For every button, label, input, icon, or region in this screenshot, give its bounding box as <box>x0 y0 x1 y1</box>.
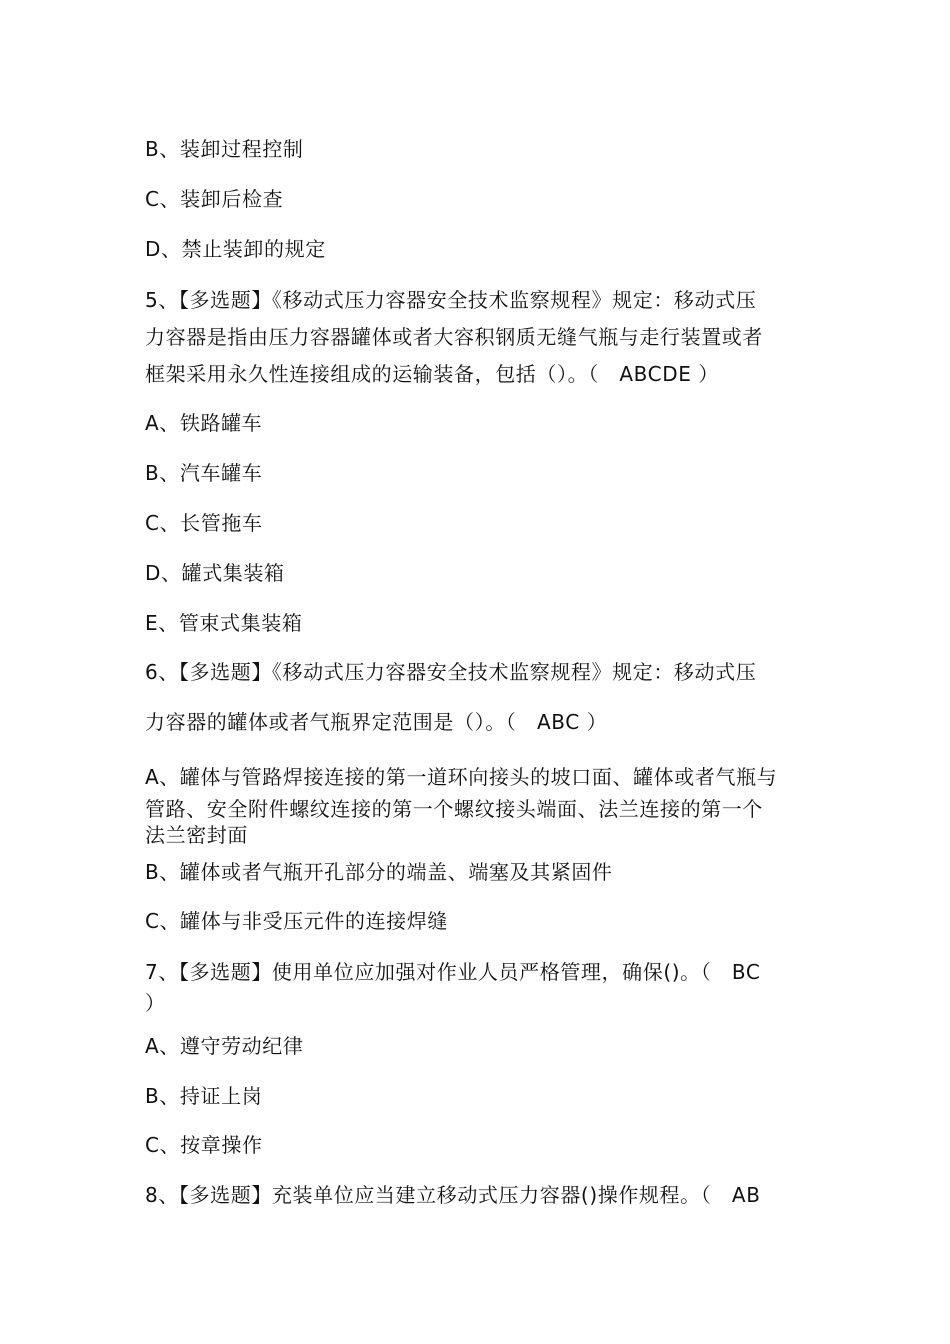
question-5-line-2: 力容器是指由压力容器罐体或者大容积钢质无缝气瓶与走行装置或者 <box>145 325 763 349</box>
q5-option-d: D、罐式集装箱 <box>145 561 285 585</box>
q5-option-a: A、铁路罐车 <box>145 411 263 435</box>
question-7-line-2: ） <box>145 991 166 1015</box>
q7-option-a: A、遵守劳动纪律 <box>145 1034 304 1058</box>
question-7 <box>145 957 810 1019</box>
option-d-unloading-prohibition: D、禁止装卸的规定 <box>145 237 326 261</box>
q5-option-b: B、汽车罐车 <box>145 461 263 485</box>
q7-option-c: C、按章操作 <box>145 1133 263 1157</box>
q6-option-a <box>145 759 810 848</box>
question-7-line-1: 7、【多选题】使用单位应加强对作业人员严格管理，确保()。（ BC <box>145 960 761 984</box>
q5-option-e: E、管束式集装箱 <box>145 611 303 635</box>
question-6-line-1: 6、【多选题】《移动式压力容器安全技术监察规程》规定：移动式压 <box>145 660 757 684</box>
option-b-unloading-control: B、装卸过程控制 <box>145 137 304 161</box>
q6-option-a-line-2: 管路、安全附件螺纹连接的第一个螺纹接头端面、法兰连接的第一个 <box>145 797 763 821</box>
q6-option-a-line-1: A、罐体与管路焊接连接的第一道环向接头的坡口面、罐体或者气瓶与 <box>145 765 778 789</box>
option-c-post-unloading-check: C、装卸后检查 <box>145 187 284 211</box>
question-8-line-1: 8、【多选题】充装单位应当建立移动式压力容器()操作规程。（ AB <box>145 1183 761 1207</box>
q7-option-b: B、持证上岗 <box>145 1084 263 1108</box>
q6-option-c: C、罐体与非受压元件的连接焊缝 <box>145 909 448 933</box>
question-5-line-3: 框架采用永久性连接组成的运输装备，包括（）。（ ABCDE ） <box>145 362 720 386</box>
question-5 <box>145 282 810 393</box>
q6-option-a-line-3: 法兰密封面 <box>145 823 248 847</box>
q6-option-b: B、罐体或者气瓶开孔部分的端盖、端塞及其紧固件 <box>145 860 613 884</box>
question-6-line-2: 力容器的罐体或者气瓶界定范围是（）。（ ABC ） <box>145 710 608 734</box>
question-5-line-1: 5、【多选题】《移动式压力容器安全技术监察规程》规定：移动式压 <box>145 288 757 312</box>
q5-option-c: C、长管拖车 <box>145 511 263 535</box>
